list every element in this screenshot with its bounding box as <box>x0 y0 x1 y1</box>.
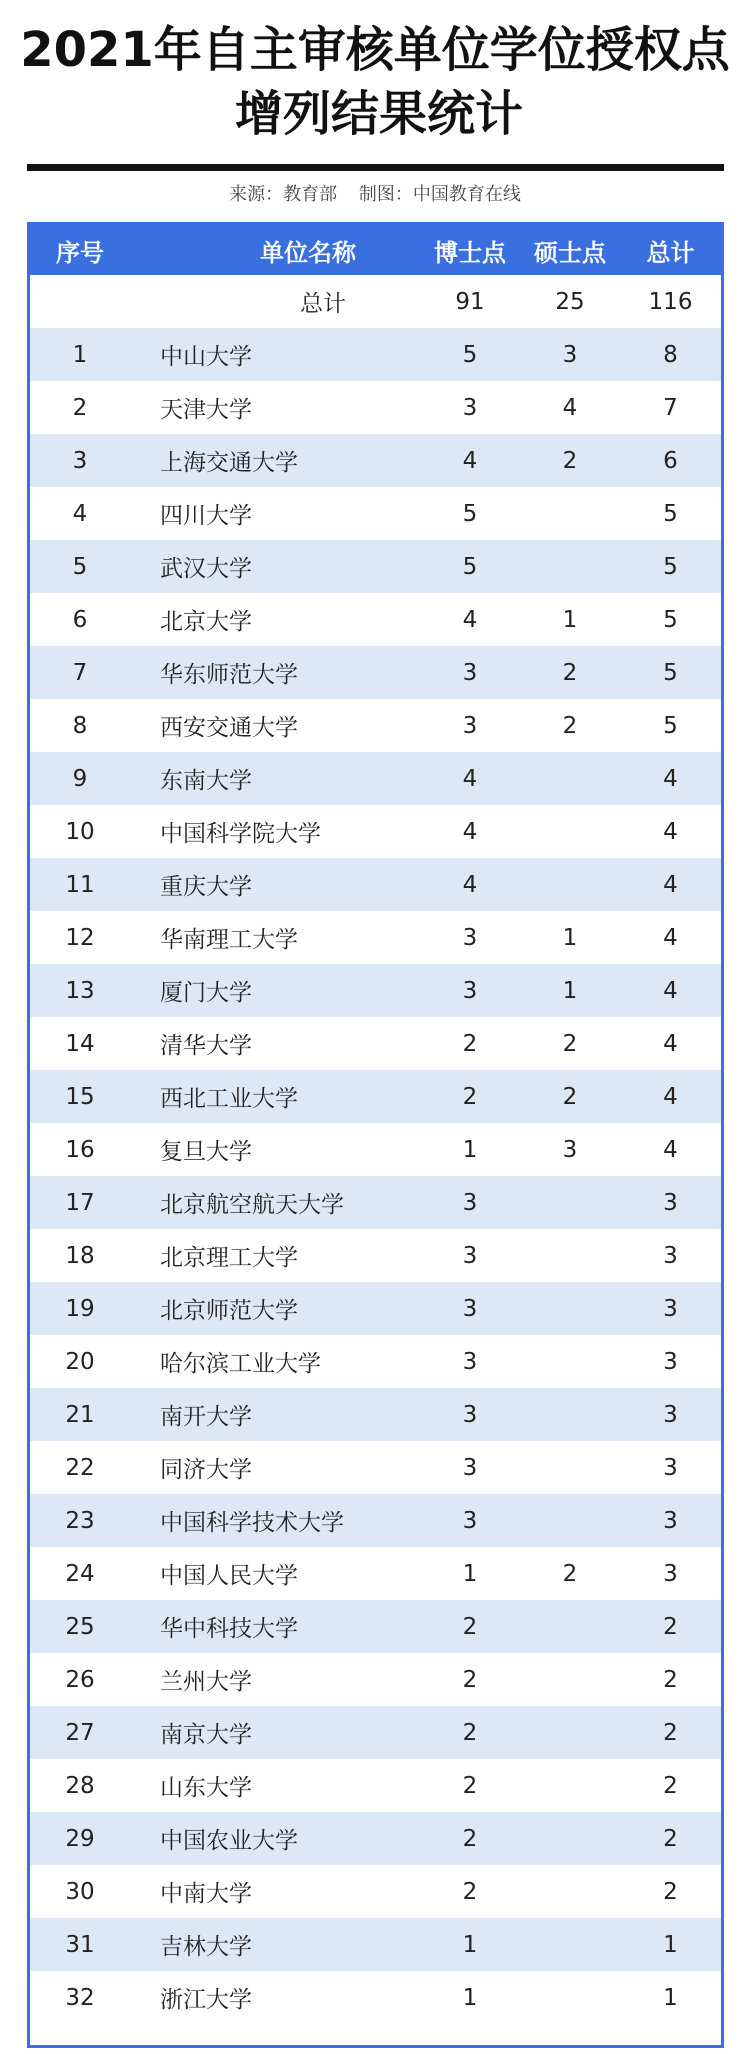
cell-phd: 2 <box>462 1613 478 1640</box>
cell-name: 华南理工大学 <box>160 927 298 953</box>
cell-phd: 3 <box>462 1401 478 1428</box>
total-total: 116 <box>648 288 693 315</box>
table-row <box>30 1017 721 1070</box>
cell-no: 26 <box>65 1666 95 1693</box>
cell-name: 南开大学 <box>160 1404 252 1430</box>
table-row <box>30 1494 721 1547</box>
cell-total: 1 <box>663 1984 678 2011</box>
table-row <box>30 911 721 964</box>
header-no: 序号 <box>56 238 104 267</box>
cell-name: 同济大学 <box>160 1457 252 1483</box>
cell-phd: 2 <box>462 1083 478 1110</box>
cell-phd: 2 <box>462 1772 478 1799</box>
cell-total: 2 <box>663 1666 678 1693</box>
table-row <box>30 1812 721 1865</box>
cell-phd: 2 <box>462 1030 478 1057</box>
cell-total: 4 <box>663 818 678 845</box>
cell-ms: 2 <box>562 447 578 474</box>
cell-total: 2 <box>663 1772 678 1799</box>
cell-total: 3 <box>663 1242 678 1269</box>
cell-no: 4 <box>72 500 88 527</box>
cell-phd: 2 <box>462 1666 478 1693</box>
cell-phd: 5 <box>462 341 478 368</box>
table-row <box>30 964 721 1017</box>
cell-phd: 3 <box>462 1295 478 1322</box>
cell-name: 北京航空航天大学 <box>160 1192 344 1218</box>
cell-no: 12 <box>65 924 95 951</box>
cell-phd: 3 <box>462 977 478 1004</box>
cell-phd: 3 <box>462 1242 478 1269</box>
cell-no: 2 <box>72 394 88 421</box>
table-row <box>30 699 721 752</box>
table-row <box>30 1653 721 1706</box>
cell-phd: 3 <box>462 924 478 951</box>
cell-no: 32 <box>65 1984 95 2011</box>
cell-no: 9 <box>72 765 88 792</box>
title-line-2: 增列结果统计 <box>234 86 523 142</box>
cell-name: 中国科学院大学 <box>160 821 321 847</box>
cell-name: 天津大学 <box>160 397 252 423</box>
table-row <box>30 540 721 593</box>
table-row <box>30 752 721 805</box>
cell-total: 4 <box>663 1136 678 1163</box>
cell-no: 21 <box>65 1401 95 1428</box>
source-line <box>0 180 750 206</box>
cell-no: 23 <box>65 1507 95 1534</box>
cell-name: 清华大学 <box>160 1033 252 1059</box>
cell-name: 重庆大学 <box>160 874 252 900</box>
cell-ms: 2 <box>562 712 578 739</box>
table-row <box>30 487 721 540</box>
cell-total: 1 <box>663 1931 678 1958</box>
cell-no: 16 <box>65 1136 95 1163</box>
cell-ms: 1 <box>562 606 578 633</box>
cell-total: 3 <box>663 1348 678 1375</box>
cell-no: 22 <box>65 1454 95 1481</box>
cell-total: 5 <box>663 553 678 580</box>
cell-total: 7 <box>663 394 678 421</box>
table-row <box>30 1971 721 2024</box>
cell-phd: 4 <box>462 765 478 792</box>
table-row <box>30 593 721 646</box>
table-row <box>30 1706 721 1759</box>
cell-ms: 4 <box>562 394 578 421</box>
cell-total: 6 <box>663 447 678 474</box>
cell-name: 中南大学 <box>160 1881 252 1907</box>
cell-total: 3 <box>663 1295 678 1322</box>
cell-total: 3 <box>663 1560 678 1587</box>
cell-phd: 4 <box>462 818 478 845</box>
cell-no: 14 <box>65 1030 95 1057</box>
cell-no: 13 <box>65 977 95 1004</box>
total-ms: 25 <box>555 288 585 315</box>
cell-ms: 2 <box>562 1030 578 1057</box>
cell-no: 20 <box>65 1348 95 1375</box>
cell-phd: 3 <box>462 394 478 421</box>
cell-total: 4 <box>663 1030 678 1057</box>
cell-no: 19 <box>65 1295 95 1322</box>
cell-name: 复旦大学 <box>160 1139 252 1165</box>
cell-no: 11 <box>65 871 95 898</box>
cell-ms: 1 <box>562 977 578 1004</box>
cell-no: 18 <box>65 1242 95 1269</box>
title-divider <box>27 164 724 171</box>
cell-name: 上海交通大学 <box>160 450 298 476</box>
cell-total: 4 <box>663 1083 678 1110</box>
cell-total: 4 <box>663 924 678 951</box>
cell-total: 3 <box>663 1401 678 1428</box>
table-row <box>30 1070 721 1123</box>
cell-ms: 2 <box>562 1083 578 1110</box>
header-total: 总计 <box>646 238 695 267</box>
cell-total: 8 <box>663 341 678 368</box>
header-ms: 硕士点 <box>534 238 606 267</box>
cell-total: 2 <box>663 1613 678 1640</box>
cell-total: 5 <box>663 606 678 633</box>
cell-total: 3 <box>663 1454 678 1481</box>
table-row <box>30 328 721 381</box>
cell-no: 29 <box>65 1825 95 1852</box>
cell-total: 5 <box>663 712 678 739</box>
cell-no: 17 <box>65 1189 95 1216</box>
cell-phd: 4 <box>462 447 478 474</box>
page-title <box>0 18 750 146</box>
cell-name: 东南大学 <box>160 768 252 794</box>
cell-total: 5 <box>663 500 678 527</box>
cell-no: 7 <box>72 659 88 686</box>
cell-no: 25 <box>65 1613 95 1640</box>
table-row <box>30 1335 721 1388</box>
cell-no: 31 <box>65 1931 95 1958</box>
cell-no: 30 <box>65 1878 95 1905</box>
table-row <box>30 381 721 434</box>
table-row <box>30 1865 721 1918</box>
title-line-1: 2021年自主审核单位学位授权点 <box>20 22 730 78</box>
cell-phd: 1 <box>462 1984 478 2011</box>
cell-name: 南京大学 <box>160 1722 252 1748</box>
cell-name: 北京师范大学 <box>160 1298 298 1324</box>
table-row <box>30 1282 721 1335</box>
cell-phd: 2 <box>462 1719 478 1746</box>
table-row <box>30 1229 721 1282</box>
cell-no: 8 <box>72 712 88 739</box>
cell-phd: 3 <box>462 1507 478 1534</box>
cell-name: 中国农业大学 <box>160 1828 298 1854</box>
cell-total: 5 <box>663 659 678 686</box>
table-row <box>30 1388 721 1441</box>
table-row <box>30 1441 721 1494</box>
total-label: 总计 <box>300 291 346 317</box>
cell-ms: 3 <box>562 341 578 368</box>
cell-total: 3 <box>663 1507 678 1534</box>
cell-ms: 2 <box>562 1560 578 1587</box>
cell-phd: 3 <box>462 712 478 739</box>
cell-no: 1 <box>72 341 88 368</box>
cell-phd: 2 <box>462 1825 478 1852</box>
source-maker: 制图：中国教育在线 <box>358 184 521 205</box>
cell-ms: 1 <box>562 924 578 951</box>
table-row <box>30 434 721 487</box>
cell-phd: 1 <box>462 1560 478 1587</box>
cell-ms: 2 <box>562 659 578 686</box>
cell-name: 西北工业大学 <box>160 1086 298 1112</box>
table-row <box>30 1176 721 1229</box>
table-row <box>30 1547 721 1600</box>
table-row <box>30 646 721 699</box>
cell-phd: 4 <box>462 606 478 633</box>
cell-ms: 3 <box>562 1136 578 1163</box>
cell-phd: 2 <box>462 1878 478 1905</box>
cell-name: 厦门大学 <box>160 980 252 1006</box>
cell-phd: 3 <box>462 1189 478 1216</box>
table-row <box>30 805 721 858</box>
cell-phd: 3 <box>462 1348 478 1375</box>
cell-phd: 5 <box>462 500 478 527</box>
table-row <box>30 1123 721 1176</box>
table-header <box>30 225 721 275</box>
cell-total: 2 <box>663 1878 678 1905</box>
table-body <box>30 328 721 2024</box>
header-name: 单位名称 <box>260 238 356 267</box>
cell-name: 四川大学 <box>160 503 252 529</box>
cell-name: 山东大学 <box>160 1775 252 1801</box>
cell-phd: 3 <box>462 1454 478 1481</box>
cell-no: 24 <box>65 1560 95 1587</box>
cell-name: 北京理工大学 <box>160 1245 298 1271</box>
total-phd: 91 <box>455 288 485 315</box>
cell-phd: 1 <box>462 1136 478 1163</box>
cell-total: 4 <box>663 871 678 898</box>
cell-name: 中山大学 <box>160 344 252 370</box>
cell-total: 3 <box>663 1189 678 1216</box>
cell-name: 中国人民大学 <box>160 1563 298 1589</box>
results-table <box>27 222 724 2048</box>
cell-name: 北京大学 <box>160 609 252 635</box>
total-row <box>30 275 721 328</box>
cell-name: 华中科技大学 <box>160 1616 298 1642</box>
table-row <box>30 1918 721 1971</box>
cell-name: 武汉大学 <box>160 556 252 582</box>
cell-total: 4 <box>663 765 678 792</box>
table-row <box>30 858 721 911</box>
cell-phd: 4 <box>462 871 478 898</box>
cell-name: 西安交通大学 <box>160 715 298 741</box>
header-phd: 博士点 <box>434 238 506 267</box>
cell-total: 4 <box>663 977 678 1004</box>
cell-no: 10 <box>65 818 95 845</box>
cell-no: 15 <box>65 1083 95 1110</box>
cell-no: 27 <box>65 1719 95 1746</box>
cell-phd: 5 <box>462 553 478 580</box>
table-row <box>30 1759 721 1812</box>
cell-name: 浙江大学 <box>160 1987 252 2013</box>
cell-name: 兰州大学 <box>160 1669 252 1695</box>
source-from: 来源：教育部 <box>229 184 338 205</box>
cell-no: 3 <box>72 447 88 474</box>
cell-no: 5 <box>72 553 88 580</box>
cell-name: 吉林大学 <box>160 1934 252 1960</box>
cell-phd: 3 <box>462 659 478 686</box>
cell-phd: 1 <box>462 1931 478 1958</box>
cell-name: 华东师范大学 <box>160 662 298 688</box>
table-row <box>30 1600 721 1653</box>
cell-no: 28 <box>65 1772 95 1799</box>
cell-total: 2 <box>663 1825 678 1852</box>
cell-total: 2 <box>663 1719 678 1746</box>
cell-no: 6 <box>72 606 88 633</box>
cell-name: 哈尔滨工业大学 <box>160 1351 321 1377</box>
cell-name: 中国科学技术大学 <box>160 1510 344 1536</box>
